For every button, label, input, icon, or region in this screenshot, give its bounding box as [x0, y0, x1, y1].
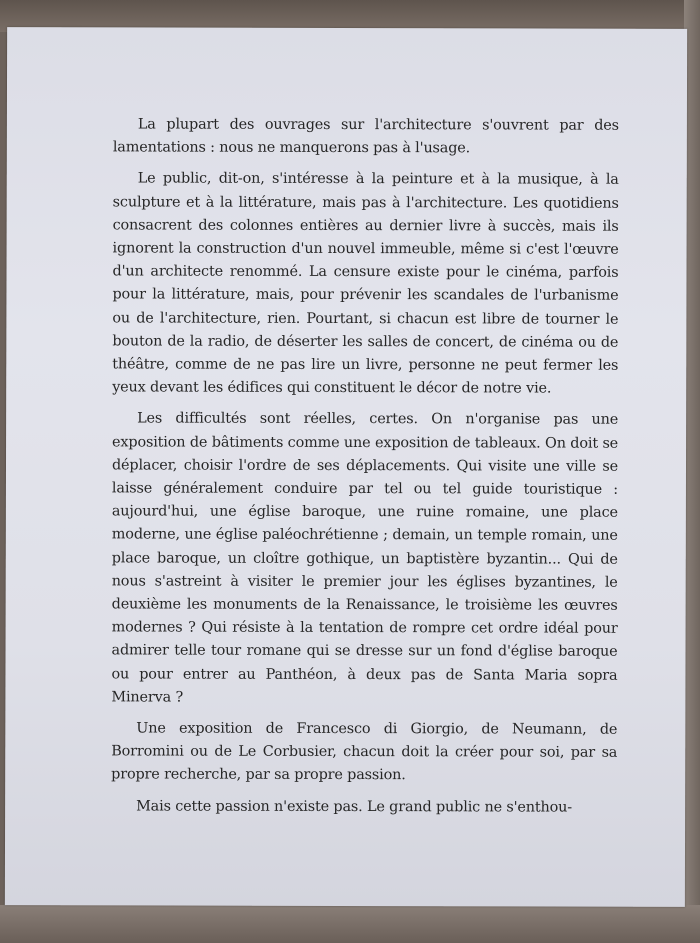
paragraph-1: La plupart des ouvrages sur l'architecture s'ouvrent par des lamentations : nous ne manquerons pas à l'usage.	[112, 116, 619, 157]
paragraph-5: Mais cette passion n'existe pas. Le grand public ne s'enthou-	[136, 798, 573, 816]
paragraph-2: Le public, dit-on, s'intéresse à la peinture et à la musique, à la sculpture et à la littérature, mais pas à l'architecture. Les quotidiens consacrent des colonnes entières au dernier livre à succès, mais ils ignorent la construction d'un nouvel immeuble, même si c'est l'œuvre d'un architecte renommé. La censure existe pour le cinéma, parfois pour la littérature, mais, pour prévenir les scandales de l'urbanisme ou de l'architecture, rien. Pourtant, si chacun est libre de tourner le bouton de la radio, de déserter les salles de concert, de cinéma ou de théâtre, comme de ne pas lire un livre, personne ne peut fermer les yeux devant les édifices qui constituent le décor de notre vie.	[112, 170, 619, 397]
table-surface-bottom	[0, 905, 700, 943]
page-text	[111, 113, 619, 827]
paragraph-4: Une exposition de Francesco di Giorgio, de Neumann, de Borromini ou de Le Corbusier, chacun doit la créer pour soi, par sa propre recherche, par sa propre passion.	[111, 720, 618, 784]
paragraph-3: Les difficultés sont réelles, certes. On n'organise pas une exposition de bâtiments comme une exposition de tableaux. On doit se déplacer, choisir l'ordre de ses déplacements. Qui visite une ville se laisse généralement conduire par tel ou tel guide touristique : aujourd'hui, une église baroque, une ruine romaine, une place moderne, une église paléochrétienne ; demain, un temple romain, une place baroque, un cloître gothique, un baptistère byzantin... Qui de nous s'astreint à visiter le premier jour les églises byzantines, le deuxième les monuments de la Renaissance, le troisième les œuvres modernes ? Qui résiste à la tentation de rompre cet ordre idéal pour admirer telle tour romane qui se dresse sur un fond d'église baroque ou pour entrer au Panthéon, à deux pas de Santa Maria sopra Minerva ?	[111, 410, 619, 706]
book-page	[5, 27, 687, 907]
